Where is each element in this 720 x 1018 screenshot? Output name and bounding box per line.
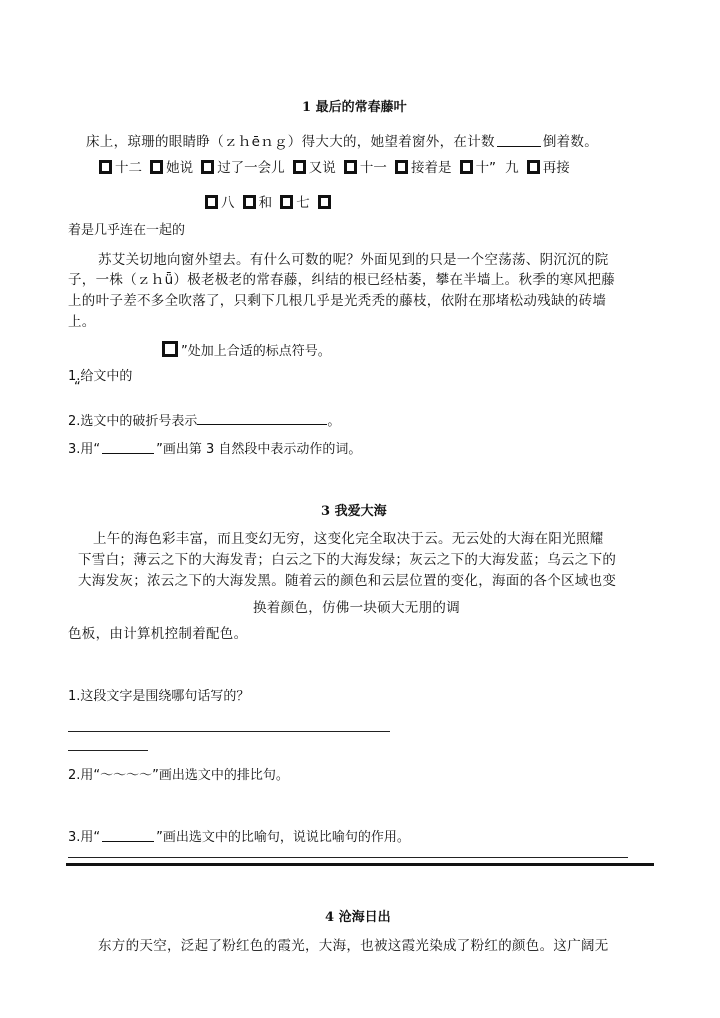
answer-line[interactable] bbox=[68, 750, 148, 751]
row-word: 过了一会儿 bbox=[217, 160, 285, 176]
s4-para: 东方的天空，泛起了粉红色的霞光，大海，也被这霞光染成了粉红的颜色。这广阔无 bbox=[98, 938, 609, 954]
section3-title: 3 我爱大海 bbox=[321, 504, 387, 519]
s1-box-row-1 bbox=[96, 156, 570, 176]
underline-mark bbox=[102, 445, 154, 454]
underline-mark bbox=[102, 833, 154, 842]
s1-para-line: 上的叶子差不多全吹落了，只剩下几根几乎是光秃秃的藤枝，依附在那堵松动残缺的砖墙 bbox=[68, 293, 607, 309]
blank-box[interactable] bbox=[344, 160, 357, 174]
answer-line[interactable] bbox=[68, 731, 390, 732]
row-word: 九 bbox=[505, 160, 519, 176]
s1-box-row-2 bbox=[202, 191, 334, 211]
blank-box[interactable] bbox=[99, 160, 112, 174]
s1-line1 bbox=[86, 130, 598, 150]
s1-q2-text: 2.选文中的破折号表示 bbox=[68, 414, 198, 429]
row-word: 十二 bbox=[115, 160, 142, 176]
s3-q3-start: 3.用“ bbox=[68, 830, 101, 845]
blank-box[interactable] bbox=[280, 195, 293, 209]
s1-q1-quote: “ bbox=[74, 380, 81, 395]
s1-q2 bbox=[68, 410, 340, 429]
divider-thin bbox=[68, 857, 628, 858]
row-word: 和 bbox=[258, 195, 273, 211]
s1-line4: 着是几乎连在一起的 bbox=[68, 223, 186, 238]
s3-q2: 2.用“～～～～”画出选文中的排比句。 bbox=[68, 768, 289, 783]
blank-box[interactable] bbox=[201, 160, 214, 174]
s1-q3-start: 3.用“ bbox=[68, 442, 101, 457]
divider-thick bbox=[66, 863, 654, 866]
s1-para-line: 上。 bbox=[68, 314, 96, 330]
blank-box[interactable] bbox=[162, 341, 178, 357]
row-word: 又说 bbox=[308, 160, 336, 176]
s3-para-line: 大海发灰；浓云之下的大海发黑。随着云的颜色和云层位置的变化，海面的各个区域也变 bbox=[78, 573, 617, 589]
blank-box[interactable] bbox=[150, 160, 163, 174]
row-word: 十一 bbox=[359, 160, 387, 176]
s1-q3 bbox=[68, 438, 361, 457]
s1-q2-end: 。 bbox=[327, 414, 341, 429]
s1-q1-suffix: ”处加上合适的标点符号。 bbox=[181, 344, 331, 359]
blank-box[interactable] bbox=[395, 160, 408, 174]
s3-para-line: 上午的海色彩丰富，而且变幻无穷，这变化完全取决于云。无云处的大海在阳光照耀 bbox=[93, 531, 604, 547]
section1-title: 1 最后的常春藤叶 bbox=[302, 100, 407, 115]
row-word: 十” bbox=[475, 160, 497, 176]
s1-q1: 1.给文中的 bbox=[68, 369, 133, 384]
s3-para-line: 下雪白；薄云之下的大海发青；白云之下的大海发绿；灰云之下的大海发蓝；乌云之下的 bbox=[78, 552, 617, 568]
row-word: 七 bbox=[296, 195, 310, 211]
row-word: 接着是 bbox=[410, 160, 452, 176]
s3-q3 bbox=[68, 826, 410, 845]
s3-q3-end: ”画出选文中的比喻句，说说比喻句的作用。 bbox=[156, 830, 410, 845]
s1-line1-text: 床上，琼珊的眼睛睁（ｚｈēｎｇ）得大大的，她望着窗外，在计数 bbox=[86, 134, 495, 150]
blank-box[interactable] bbox=[205, 195, 218, 209]
section4-title: 4 沧海日出 bbox=[325, 910, 391, 925]
s3-q1: 1.这段文字是围绕哪句话写的？ bbox=[68, 689, 250, 704]
s1-para-line: 子，一株（ｚｈǖ）极老极老的常春藤，纠结的根已经枯萎，攀在半墙上。秋季的寒风把藤 bbox=[68, 272, 616, 288]
blank-box[interactable] bbox=[527, 160, 540, 174]
s1-dash bbox=[497, 138, 541, 147]
blank-box[interactable] bbox=[318, 195, 331, 209]
s1-line1-end: 倒着数。 bbox=[542, 134, 599, 150]
s1-q1-box-line bbox=[159, 340, 331, 359]
s1-q3-end: ”画出第 3 自然段中表示动作的词。 bbox=[156, 442, 362, 457]
blank-box[interactable] bbox=[460, 160, 473, 174]
s3-last-line: 色板，由计算机控制着配色。 bbox=[68, 626, 248, 642]
row-word: 再接 bbox=[542, 160, 570, 176]
row-word: 八 bbox=[221, 195, 235, 211]
s3-center-line: 换着颜色，仿佛一块硕大无朋的调 bbox=[253, 600, 460, 616]
row-word: 她说 bbox=[166, 160, 194, 176]
blank-box[interactable] bbox=[293, 160, 306, 174]
s1-para-line: 苏艾关切地向窗外望去。有什么可数的呢？外面见到的只是一个空荡荡、阴沉沉的院 bbox=[98, 252, 609, 268]
blank-box[interactable] bbox=[243, 195, 256, 209]
answer-line[interactable] bbox=[197, 412, 327, 425]
